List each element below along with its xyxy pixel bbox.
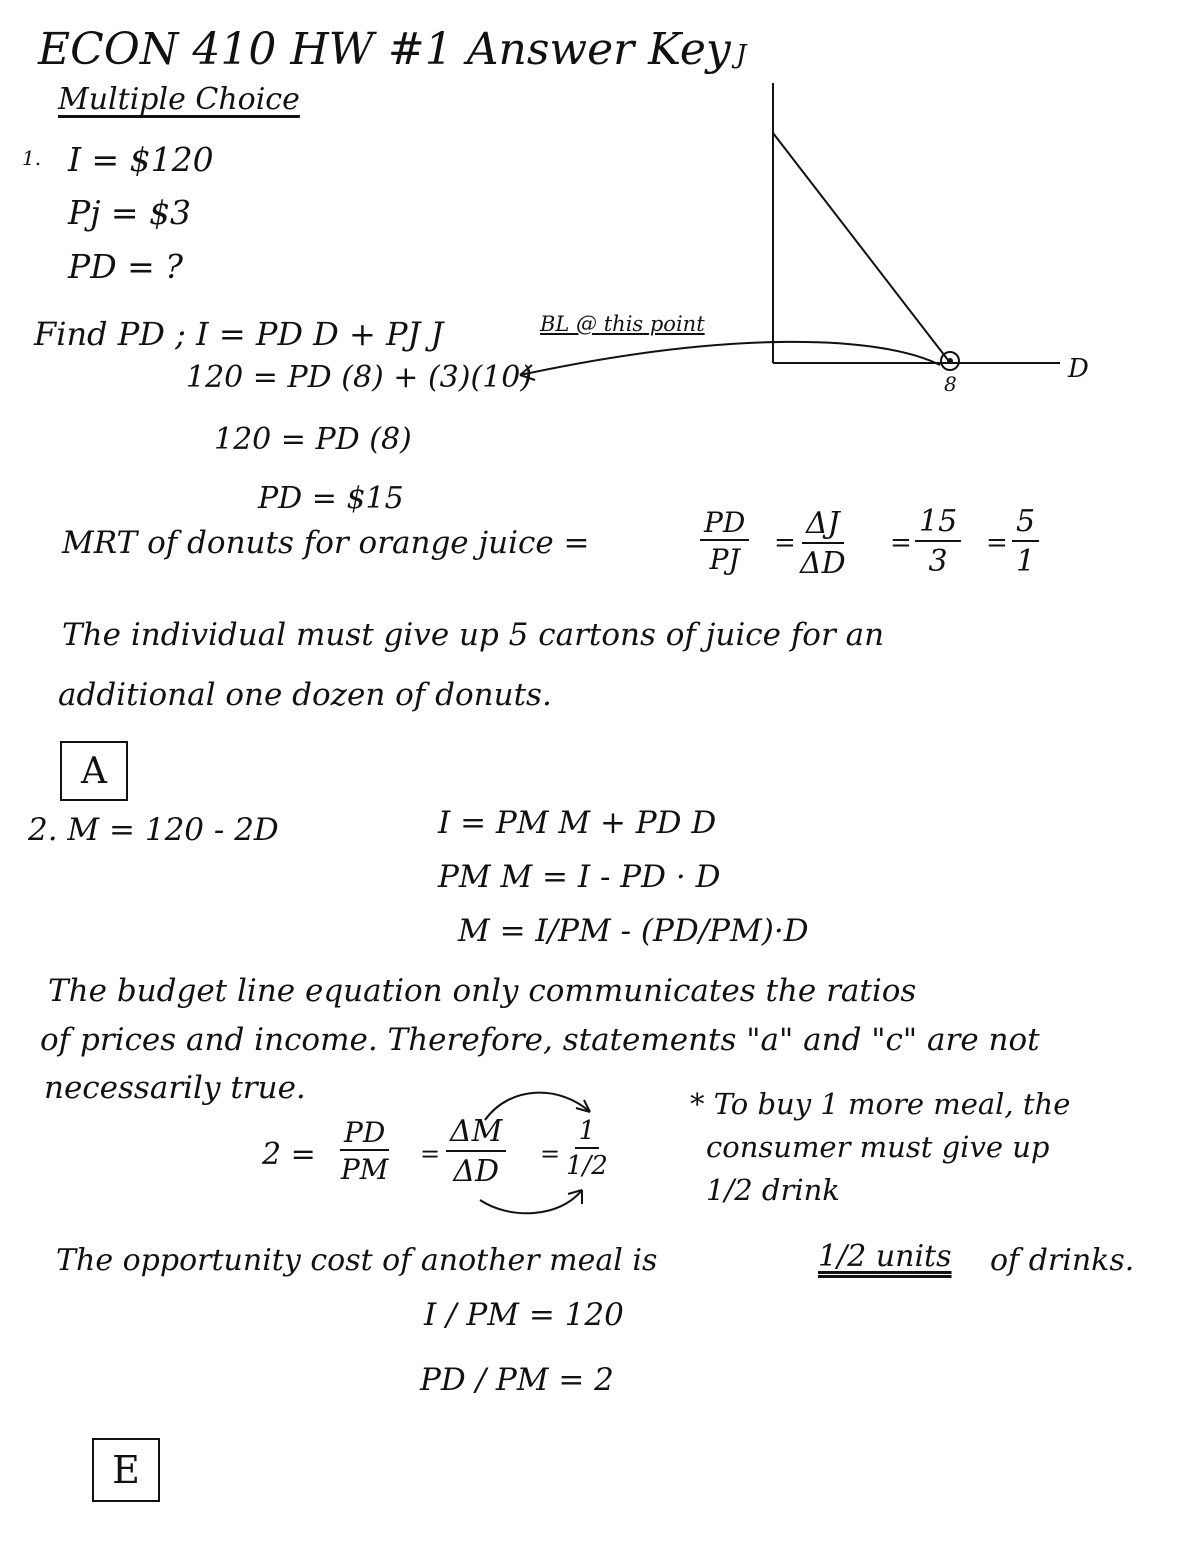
q1-explanation-line-2: additional one dozen of donuts. <box>58 677 552 713</box>
note-line-2: consumer must give up <box>706 1130 1050 1164</box>
q2-explanation-line-2: of prices and income. Therefore, statements "a" and "c" are not <box>40 1022 1040 1058</box>
q1-find: Find PD ; I = PD D + PJ J <box>34 315 444 353</box>
mrt-fraction-values: $\frac{15}{3}$ <box>915 506 961 577</box>
q2-explanation-line-3: necessarily true. <box>44 1070 306 1106</box>
mrt-equals-1: = <box>774 528 796 558</box>
q2-explanation-line-1: The budget line equation only communicates the ratios <box>48 973 917 1009</box>
mrt-equals-3: = <box>986 528 1008 558</box>
q1-given-pd: PD = ? <box>68 247 183 286</box>
mrt-equals-2: = <box>890 528 912 558</box>
q2-start: 2. M = 120 - 2D <box>28 812 279 848</box>
q1-answer-box: A <box>60 741 128 801</box>
graph-intercept-label: 8 <box>944 372 957 396</box>
ratio-prices: PD / PM = 2 <box>420 1362 614 1398</box>
annotation-arrow <box>500 325 980 405</box>
ratio-income: I / PM = 120 <box>424 1297 624 1333</box>
mrt-label: MRT of donuts for orange juice = <box>62 525 590 561</box>
ratio-equals-1: = <box>420 1140 441 1168</box>
opp-cost-suffix: of drinks. <box>990 1243 1135 1278</box>
ratio-lead: 2 = <box>262 1137 316 1172</box>
ratio-arrows <box>470 1090 630 1230</box>
q2-budget-2: PM M = I - PD · D <box>438 859 721 895</box>
ratio-fraction-prices: $\frac{PD}{PM}$ <box>340 1116 389 1187</box>
q1-number: 1. <box>22 146 42 170</box>
q1-step-1: 120 = PD (8) + (3)(10) <box>186 360 533 395</box>
opp-cost-value: 1/2 units <box>818 1239 952 1274</box>
q2-budget-1: I = PM M + PD D <box>438 805 717 841</box>
q2-budget-3: M = I/PM - (PD/PM)·D <box>458 913 809 949</box>
section-title: Multiple Choice <box>58 82 300 117</box>
mrt-fraction-result: $\frac{5}{1}$ <box>1012 506 1039 577</box>
mrt-fraction-prices: $\frac{PD}{PJ}$ <box>700 508 749 575</box>
graph-annotation: BL @ this point <box>540 312 705 336</box>
note-line-1: * To buy 1 more meal, the <box>690 1087 1071 1121</box>
q1-given-pj: Pj = $3 <box>68 193 192 232</box>
q1-step-3: PD = $15 <box>258 481 404 516</box>
q1-step-2: 120 = PD (8) <box>214 422 412 457</box>
page-title: ECON 410 HW #1 Answer Key <box>38 24 731 75</box>
ratio-equals-2: = <box>540 1140 561 1168</box>
q1-given-income: I = $120 <box>68 140 214 179</box>
graph-y-label: J <box>736 40 747 70</box>
graph-x-label: D <box>1068 354 1089 384</box>
opp-cost-prefix: The opportunity cost of another meal is <box>56 1243 658 1278</box>
ratio-fraction-result: $\frac{1}{1/2}$ <box>566 1116 608 1182</box>
note-line-3: 1/2 drink <box>706 1173 840 1207</box>
q2-answer-box: E <box>92 1438 160 1502</box>
q1-explanation-line-1: The individual must give up 5 cartons of juice for an <box>62 617 885 653</box>
mrt-fraction-delta: $\frac{\Delta J}{\Delta D}$ <box>800 506 846 581</box>
ratio-fraction-delta: $\frac{\Delta M}{\Delta D}$ <box>446 1116 506 1187</box>
